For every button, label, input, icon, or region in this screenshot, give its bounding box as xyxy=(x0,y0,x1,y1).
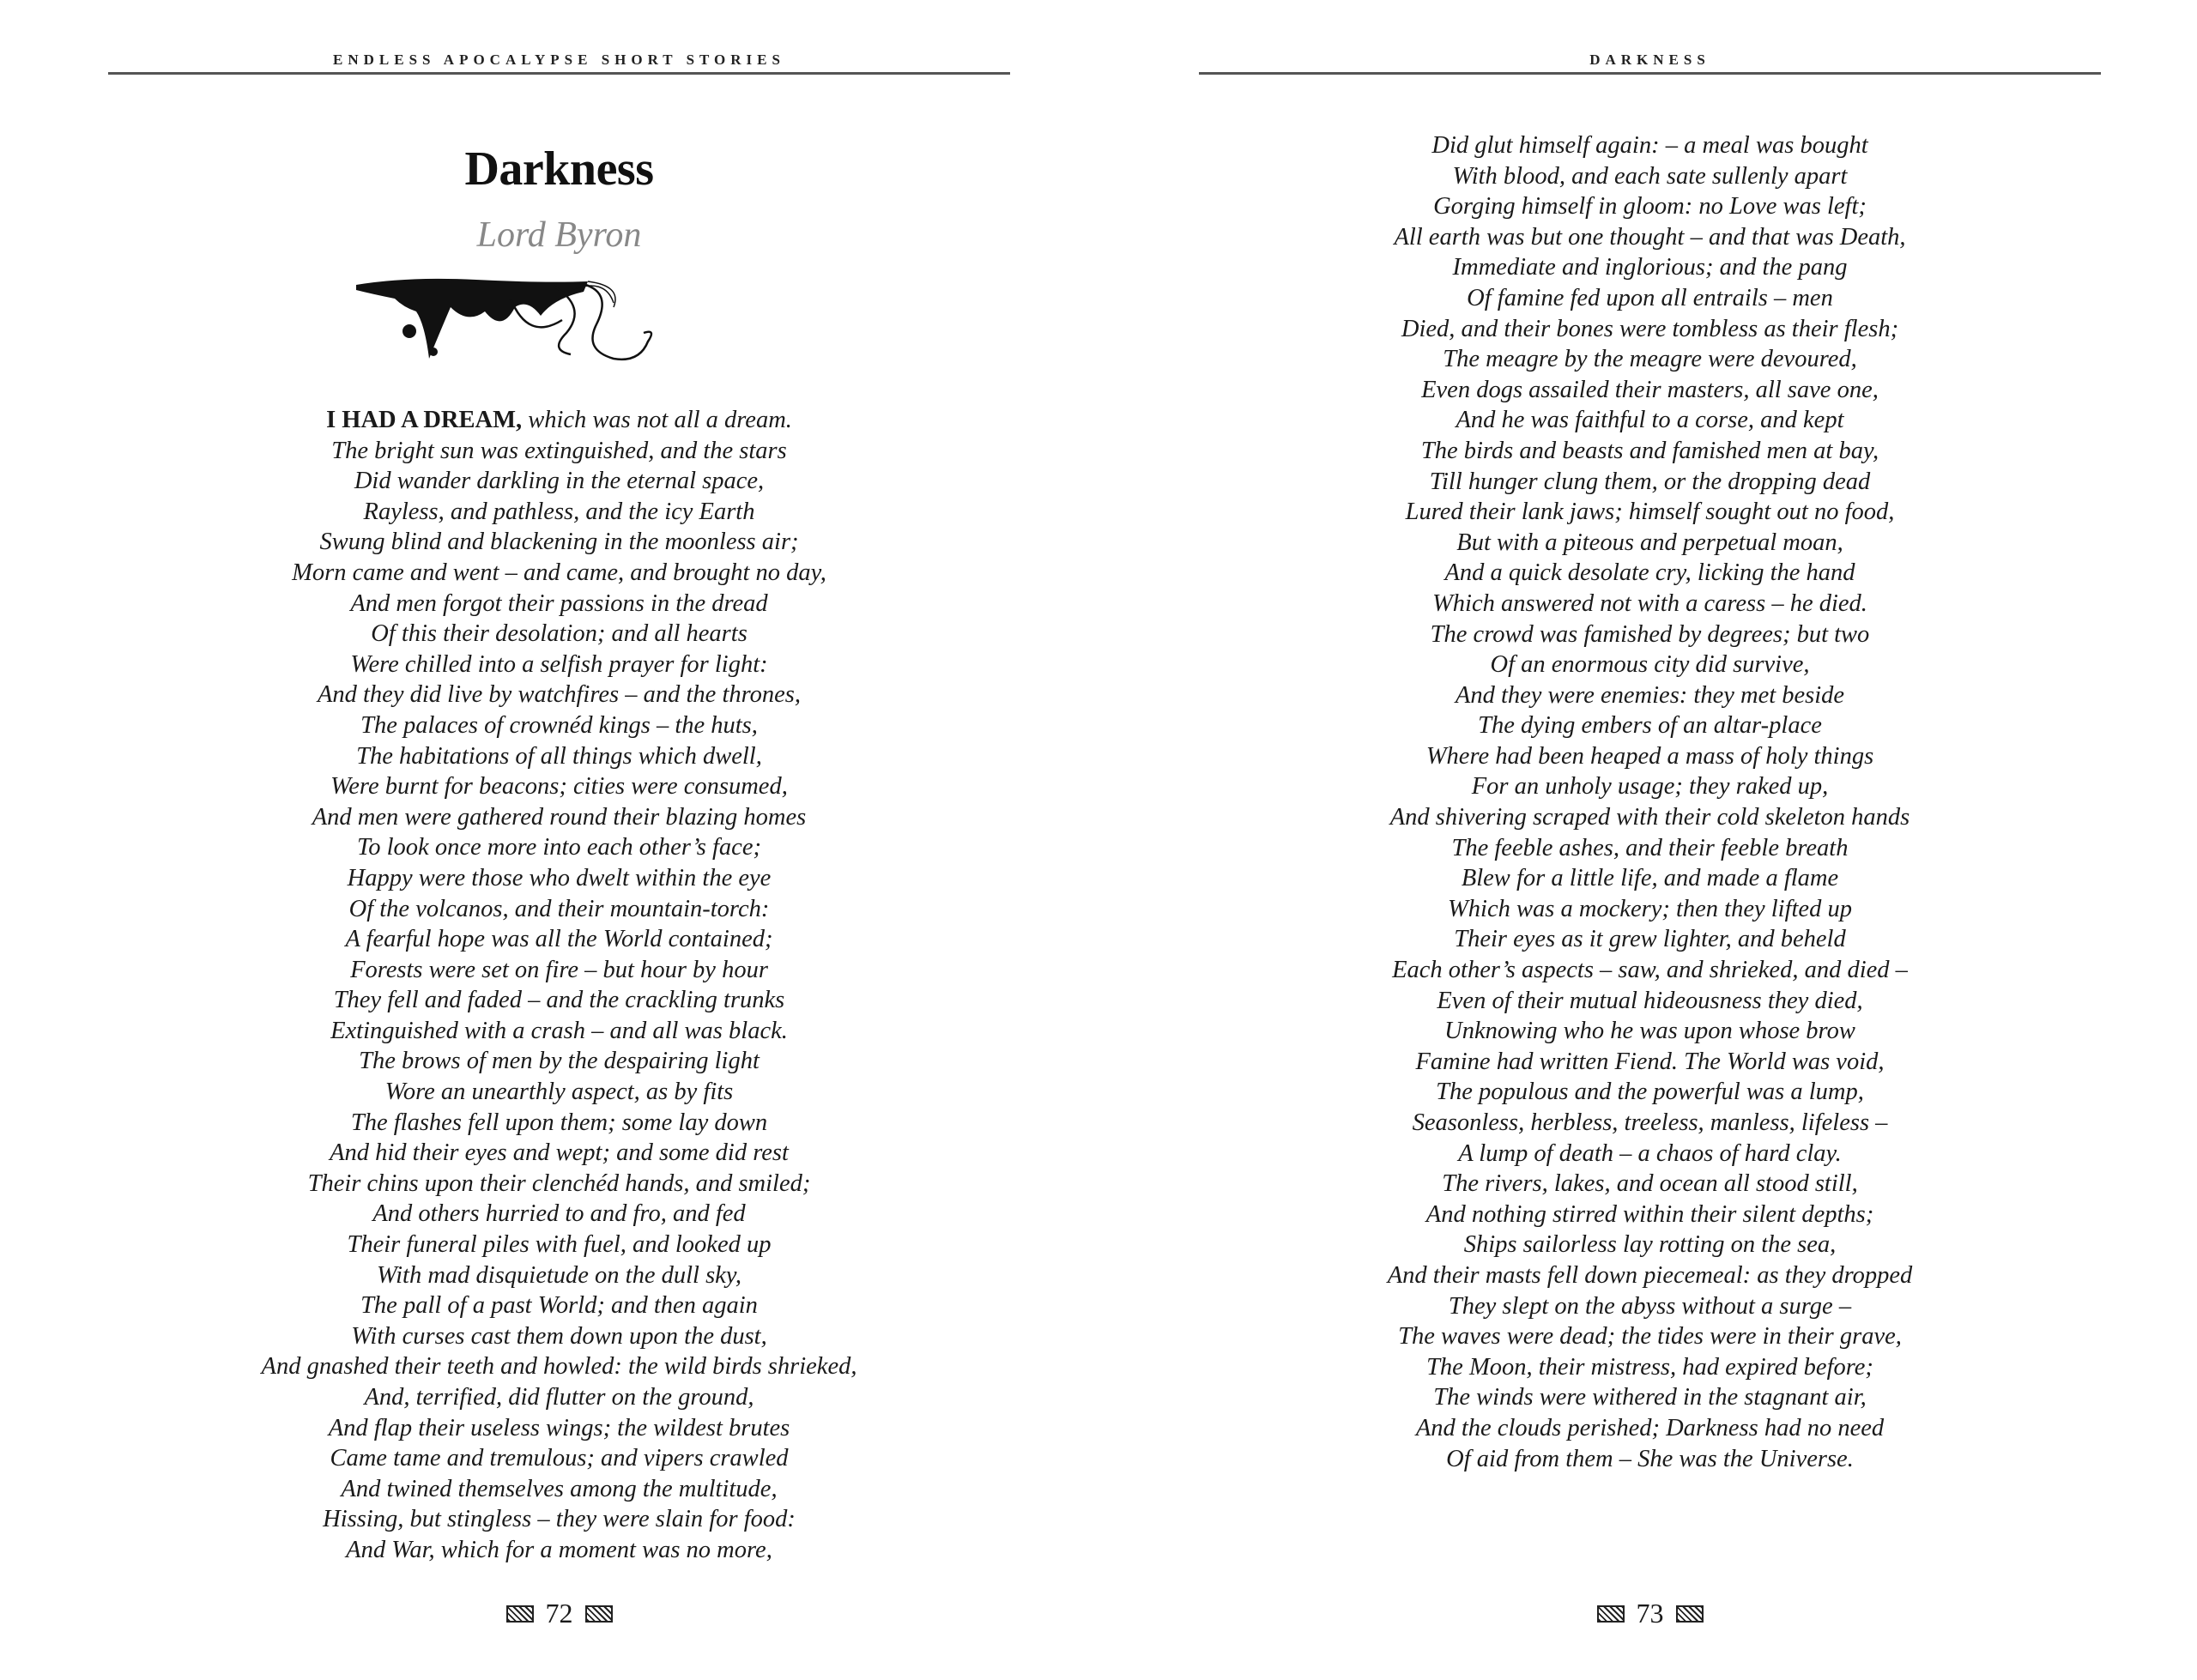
poem-line: And, terrified, did flutter on the ground, xyxy=(364,1384,754,1411)
page-number-right: 73 xyxy=(1199,1598,2101,1629)
poem-line: Forests were set on fire – but hour by hour xyxy=(350,956,768,983)
poem-line: Immediate and inglorious; and the pang xyxy=(1452,254,1848,281)
poem-line: Hissing, but stingless – they were slain for food: xyxy=(323,1506,796,1533)
poem-line: Famine had written Fiend. The World was void, xyxy=(1415,1048,1885,1075)
poem-line: The birds and beasts and famished men at bay, xyxy=(1420,437,1879,464)
poem-line: They slept on the abyss without a surge – xyxy=(1448,1292,1852,1320)
poem-line: Of famine fed upon all entrails – men xyxy=(1467,284,1833,311)
poem-line: Did wander darkling in the eternal space, xyxy=(354,468,765,495)
poem-line: Gorging himself in gloom: no Love was left; xyxy=(1433,193,1867,221)
folio-ornament-icon xyxy=(1597,1605,1625,1623)
poem-line: And nothing stirred within their silent depths; xyxy=(1425,1200,1874,1228)
folio-ornament-icon xyxy=(1676,1605,1704,1623)
poem-line: With blood, and each sate sullenly apart xyxy=(1452,162,1848,190)
poem-line: Ships sailorless lay rotting on the sea, xyxy=(1463,1231,1837,1259)
poem-line: A lump of death – a chaos of hard clay. xyxy=(1458,1139,1842,1167)
poem-line: Morn came and went – and came, and brought no day, xyxy=(292,559,826,586)
poem-line: Swung blind and blackening in the moonless air; xyxy=(319,529,799,556)
poem-line: The flashes fell upon them; some lay down xyxy=(350,1109,768,1136)
poem-line: And gnashed their teeth and howled: the wild birds shrieked, xyxy=(261,1353,857,1381)
poem-line: Did glut himself again: – a meal was bought xyxy=(1431,132,1868,159)
poem-line: Came tame and tremulous; and vipers crawled xyxy=(330,1445,789,1472)
poem-line: The rivers, lakes, and ocean all stood still, xyxy=(1442,1170,1858,1198)
poem-line: Wore an unearthly aspect, as by fits xyxy=(384,1079,734,1106)
poem-line: But with a piteous and perpetual moan, xyxy=(1456,529,1843,556)
poem-text-left xyxy=(108,405,1010,1566)
poem-line: And they were enemies: they met beside xyxy=(1455,681,1845,709)
page-number-left: 72 xyxy=(108,1598,1010,1629)
poem-line: Which was a mockery; then they lifted up xyxy=(1448,895,1852,922)
poem-line: Even of their mutual hideousness they died, xyxy=(1437,987,1863,1014)
poem-line: Of an enormous city did survive, xyxy=(1490,651,1810,679)
right-page xyxy=(1199,0,2101,1680)
poem-line: Their funeral piles with fuel, and looked up xyxy=(347,1231,772,1259)
poem-title: Darkness xyxy=(464,142,654,196)
poem-line: And shivering scraped with their cold skeleton hands xyxy=(1389,804,1910,831)
poem-line: The habitations of all things which dwell, xyxy=(356,742,762,770)
poem-line: And he was faithful to a corse, and kept xyxy=(1456,407,1844,434)
poem-line: Seasonless, herbless, treeless, manless, lifeless – xyxy=(1412,1109,1888,1136)
poem-line: To look once more into each other’s face; xyxy=(357,834,761,861)
poem-line: And twined themselves among the multitude, xyxy=(341,1475,778,1502)
lead-in: I HAD A DREAM, xyxy=(326,407,523,433)
poem-line: Their chins upon their clenchéd hands, and smiled; xyxy=(307,1169,811,1197)
ink-splash-ornament-icon xyxy=(356,273,777,363)
poem-line: The dying embers of an altar-place xyxy=(1478,712,1822,740)
poem-line: The populous and the powerful was a lump, xyxy=(1436,1079,1864,1106)
poem-author: Lord Byron xyxy=(476,215,642,255)
poem-line: Were burnt for beacons; cities were consumed, xyxy=(330,773,788,801)
poem-line: Where had been heaped a mass of holy things xyxy=(1425,742,1874,770)
poem-line: And War, which for a moment was no more, xyxy=(346,1536,772,1563)
poem-line: And men were gathered round their blazing homes xyxy=(312,803,807,831)
poem-line: The pall of a past World; and then again xyxy=(360,1292,758,1320)
folio-ornament-icon xyxy=(506,1605,534,1623)
poem-line: Were chilled into a selfish prayer for light: xyxy=(350,650,768,678)
running-head: DARKNESS xyxy=(1589,51,1710,68)
poem-line: The bright sun was extinguished, and the stars xyxy=(331,437,787,464)
poem-line: A fearful hope was all the World contained; xyxy=(345,926,773,953)
poem-line: The meagre by the meagre were devoured, xyxy=(1443,346,1857,373)
poem-line: Of this their desolation; and all hearts xyxy=(371,620,747,648)
poem-line: Lured their lank jaws; himself sought out no food, xyxy=(1405,499,1895,526)
poem-line: Died, and their bones were tombless as their flesh; xyxy=(1401,315,1899,342)
poem-line: The palaces of crownéd kings – the huts, xyxy=(360,711,758,739)
poem-text-right xyxy=(1199,130,2101,1474)
poem-line: And hid their eyes and wept; and some did rest xyxy=(330,1139,789,1167)
poem-line: And they did live by watchfires – and the thrones, xyxy=(317,681,802,709)
poem-line: Blew for a little life, and made a flame xyxy=(1461,865,1839,892)
poem-line: And men forgot their passions in the dread xyxy=(350,589,768,617)
poem-line: Happy were those who dwelt within the eye xyxy=(347,864,772,891)
poem-line: With curses cast them down upon the dust, xyxy=(351,1322,767,1350)
poem-line: The feeble ashes, and their feeble breath xyxy=(1451,834,1849,861)
poem-line: The winds were withered in the stagnant air, xyxy=(1433,1384,1867,1411)
poem-line: Of aid from them – She was the Universe. xyxy=(1446,1445,1854,1472)
poem-line: Extinguished with a crash – and all was black. xyxy=(330,1017,788,1044)
poem-line: Rayless, and pathless, and the icy Earth xyxy=(363,498,755,525)
poem-line: Even dogs assailed their masters, all save one, xyxy=(1421,376,1879,403)
poem-line: The waves were dead; the tides were in their grave, xyxy=(1398,1323,1902,1351)
running-head: ENDLESS APOCALYPSE SHORT STORIES xyxy=(333,51,785,68)
poem-line: Till hunger clung them, or the dropping dead xyxy=(1429,468,1871,495)
poem-line: With mad disquietude on the dull sky, xyxy=(376,1261,742,1289)
poem-line: The crowd was famished by degrees; but two xyxy=(1430,620,1870,648)
poem-line: Of the volcanos, and their mountain-torch: xyxy=(348,895,770,922)
poem-line: And their masts fell down piecemeal: as they dropped xyxy=(1387,1261,1913,1289)
poem-line: I HAD A DREAM, which was not all a dream. xyxy=(326,407,792,433)
poem-line: And the clouds perished; Darkness had no need xyxy=(1415,1414,1885,1441)
poem-line: For an unholy usage; they raked up, xyxy=(1471,773,1829,801)
header-rule xyxy=(108,72,1010,75)
poem-line: And a quick desolate cry, licking the hand xyxy=(1444,559,1855,587)
folio-ornament-icon xyxy=(585,1605,613,1623)
header-rule xyxy=(1199,72,2101,75)
poem-line: The brows of men by the despairing light xyxy=(359,1048,760,1075)
poem-line: All earth was but one thought – and that was Death, xyxy=(1394,223,1906,251)
poem-line: And others hurried to and fro, and fed xyxy=(372,1200,746,1228)
left-page xyxy=(108,0,1010,1680)
poem-line: Each other’s aspects – saw, and shrieked, and died – xyxy=(1392,957,1908,984)
poem-line: Which answered not with a caress – he died. xyxy=(1432,589,1867,617)
poem-line: Unknowing who he was upon whose brow xyxy=(1444,1018,1855,1045)
poem-line: Their eyes as it grew lighter, and beheld xyxy=(1454,926,1846,953)
poem-line: The Moon, their mistress, had expired before; xyxy=(1426,1353,1873,1381)
poem-line: And flap their useless wings; the wildest brutes xyxy=(328,1414,790,1441)
poem-line: They fell and faded – and the crackling trunks xyxy=(333,987,785,1014)
